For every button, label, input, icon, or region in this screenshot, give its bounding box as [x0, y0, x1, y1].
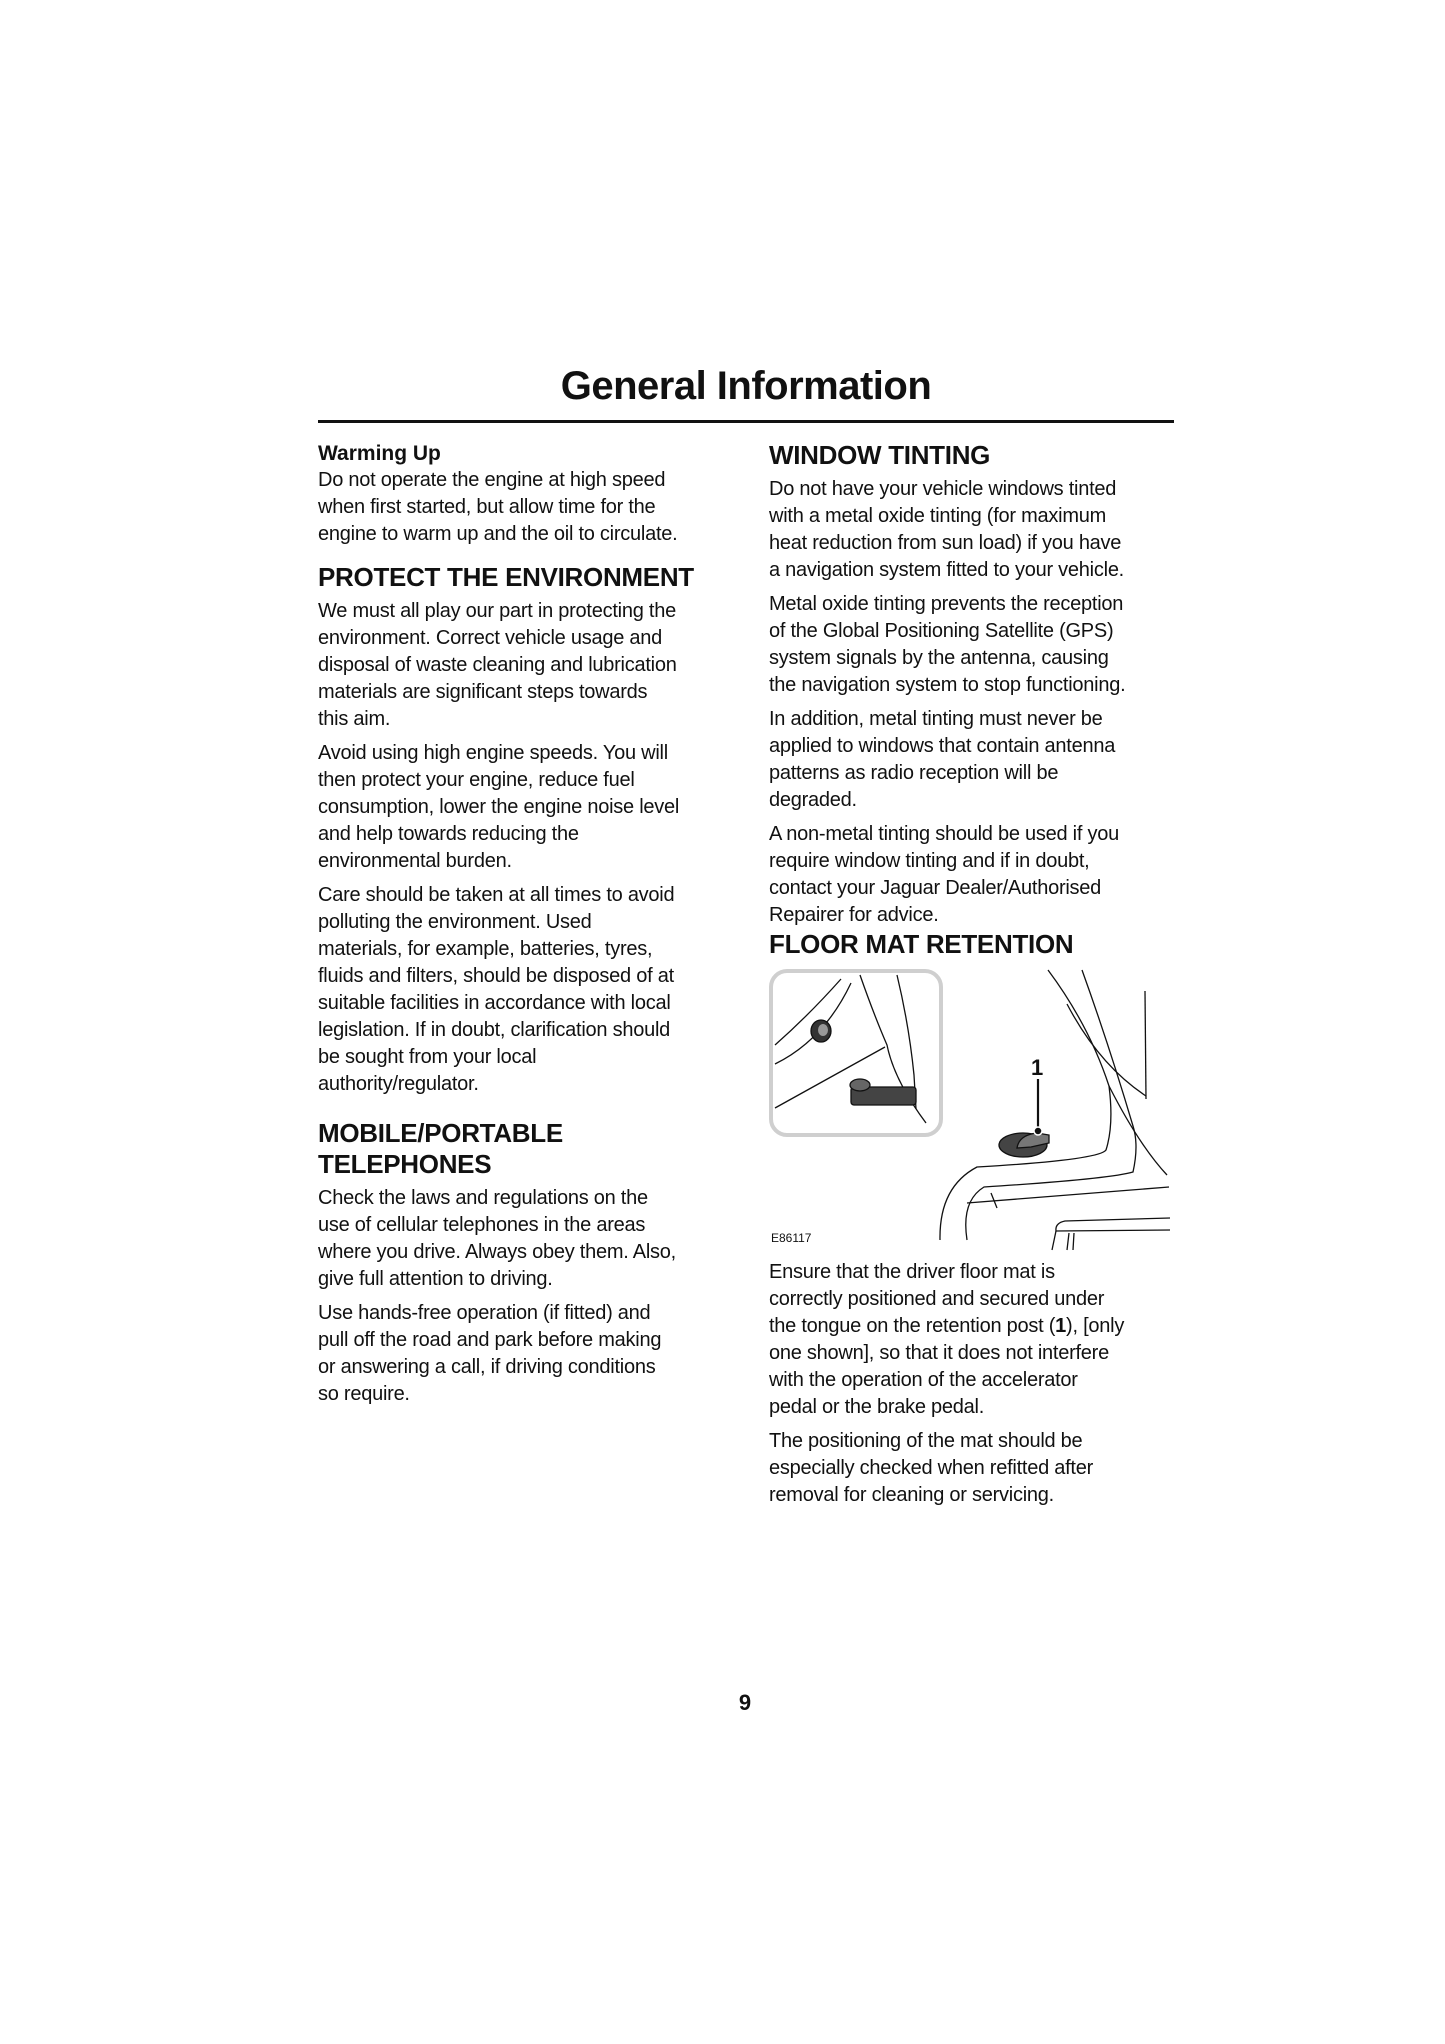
page-title: General Information [560, 364, 932, 408]
text-line: contact your Jaguar Dealer/Authorised [769, 877, 1102, 899]
text-line: In addition, metal tinting must never be [769, 708, 1103, 730]
text-line: Do not have your vehicle windows tinted [769, 478, 1117, 500]
text-line: the navigation system to stop functioning. [769, 674, 1126, 696]
text-line: and help towards reducing the [318, 823, 579, 845]
text-line [769, 1313, 1179, 1340]
text-line: of the Global Positioning Satellite (GPS) [769, 620, 1114, 642]
text-line: Use hands-free operation (if fitted) and [318, 1302, 651, 1324]
text-line: Do not operate the engine at high speed [318, 469, 666, 491]
right-column [769, 440, 1179, 1516]
text-run: ), [only [1066, 1315, 1125, 1337]
text-line: patterns as radio reception will be [769, 762, 1059, 784]
text-line: a navigation system fitted to your vehicle. [769, 559, 1124, 581]
paragraph [769, 706, 1179, 814]
text-line: especially checked when refitted after [769, 1457, 1094, 1479]
paragraph [318, 1185, 728, 1293]
callout-reference: 1 [1055, 1315, 1067, 1337]
text-line: system signals by the antenna, causing [769, 647, 1109, 669]
text-line: with the operation of the accelerator [769, 1369, 1078, 1391]
text-line: use of cellular telephones in the areas [318, 1214, 646, 1236]
text-line: engine to warm up and the oil to circulate. [318, 523, 678, 545]
text-line: environment. Correct vehicle usage and [318, 627, 663, 649]
section-heading-protect-environment: PROTECT THE ENVIRONMENT [318, 562, 694, 592]
text-line: polluting the environment. Used [318, 911, 592, 933]
text-line: materials are significant steps towards [318, 681, 648, 703]
text-line: correctly positioned and secured under [769, 1288, 1105, 1310]
paragraph [769, 476, 1179, 584]
floor-mat-illustration [769, 965, 1175, 1255]
paragraph [318, 1300, 728, 1408]
text-line: heat reduction from sun load) if you have [769, 532, 1122, 554]
text-line: materials, for example, batteries, tyres, [318, 938, 653, 960]
text-line: then protect your engine, reduce fuel [318, 769, 635, 791]
text-line: removal for cleaning or servicing. [769, 1484, 1054, 1506]
paragraph [318, 467, 728, 548]
text-line: suitable facilities in accordance with local [318, 992, 671, 1014]
pedal-icon [850, 1079, 916, 1105]
page-number: 9 [738, 1690, 752, 1715]
text-line: legislation. If in doubt, clarification should [318, 1019, 671, 1041]
text-run: the tongue on the retention post ( [769, 1315, 1056, 1337]
text-line: degraded. [769, 789, 857, 811]
text-line: consumption, lower the engine noise level [318, 796, 680, 818]
section-heading-floor-mat: FLOOR MAT RETENTION [769, 929, 1074, 959]
section-heading-telephones [318, 1118, 728, 1180]
text-line: disposal of waste cleaning and lubrication [318, 654, 677, 676]
left-column [318, 440, 728, 1415]
text-line: We must all play our part in protecting the [318, 600, 676, 622]
section-heading-warming-up: Warming Up [318, 442, 441, 465]
paragraph [769, 1259, 1179, 1421]
text-line: be sought from your local [318, 1046, 537, 1068]
text-line: with a metal oxide tinting (for maximum [769, 505, 1107, 527]
paragraph [769, 821, 1179, 929]
retention-post-icon [999, 1133, 1049, 1157]
text-line: environmental burden. [318, 850, 512, 872]
text-line: this aim. [318, 708, 391, 730]
text-line: give full attention to driving. [318, 1268, 553, 1290]
text-line: where you drive. Always obey them. Also, [318, 1241, 676, 1263]
grommet-icon [811, 1020, 831, 1042]
text-line: when first started, but allow time for the [318, 496, 656, 518]
text-line: so require. [318, 1383, 410, 1405]
text-line: applied to windows that contain antenna [769, 735, 1116, 757]
callout-label: 1 [1031, 1055, 1044, 1080]
text-line: fluids and filters, should be disposed of at [318, 965, 674, 987]
floor-mat-drawing [769, 965, 1175, 1255]
text-line: Check the laws and regulations on the [318, 1187, 648, 1209]
figure-id: E86117 [771, 1231, 812, 1245]
text-line: The positioning of the mat should be [769, 1430, 1083, 1452]
text-line: Metal oxide tinting prevents the reception [769, 593, 1124, 615]
section-heading-window-tinting: WINDOW TINTING [769, 440, 991, 470]
text-line: Ensure that the driver floor mat is [769, 1261, 1055, 1283]
text-line: one shown], so that it does not interfere [769, 1342, 1109, 1364]
heading-line: TELEPHONES [318, 1149, 492, 1179]
text-line: Repairer for advice. [769, 904, 939, 926]
paragraph [318, 882, 728, 1098]
paragraph [318, 598, 728, 733]
text-line: pull off the road and park before making [318, 1329, 662, 1351]
paragraph [769, 591, 1179, 699]
text-line: require window tinting and if in doubt, [769, 850, 1090, 872]
text-line: Avoid using high engine speeds. You will [318, 742, 668, 764]
paragraph [318, 740, 728, 875]
text-line: authority/regulator. [318, 1073, 479, 1095]
text-line: Care should be taken at all times to avoid [318, 884, 675, 906]
text-line: A non-metal tinting should be used if you [769, 823, 1119, 845]
title-divider [318, 420, 1174, 423]
paragraph [769, 1428, 1179, 1509]
text-line: pedal or the brake pedal. [769, 1396, 985, 1418]
text-line: or answering a call, if driving conditions [318, 1356, 656, 1378]
heading-line: MOBILE/PORTABLE [318, 1118, 563, 1148]
